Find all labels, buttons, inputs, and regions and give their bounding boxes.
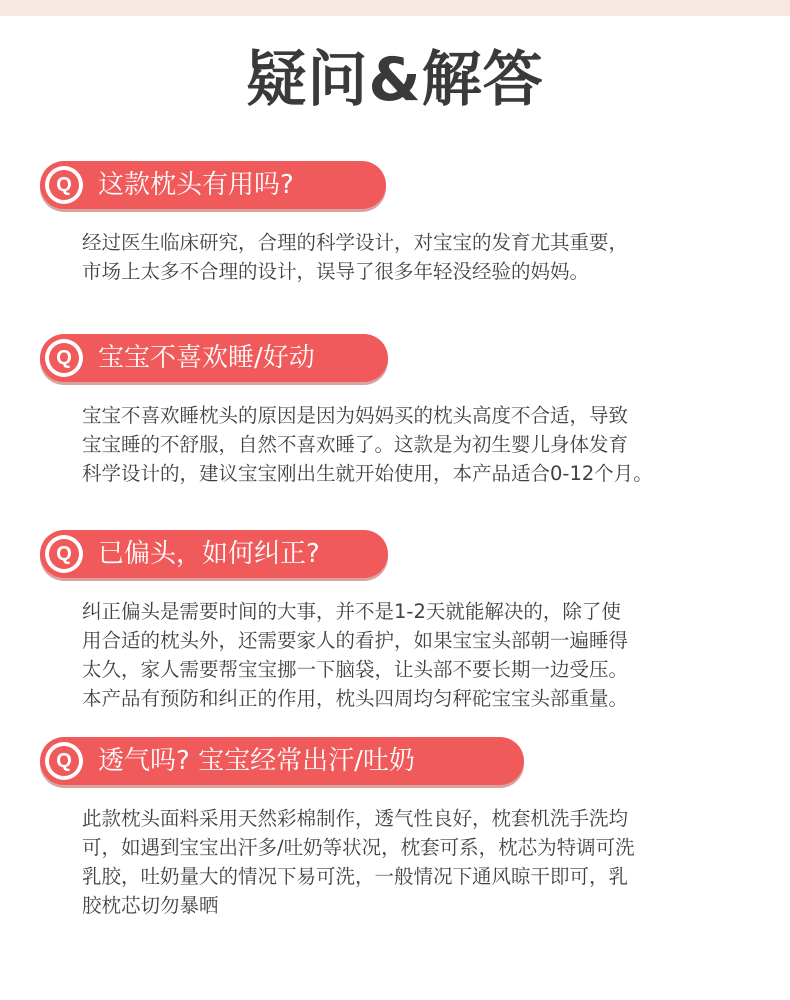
answer-line: 用合适的枕头外，还需要家人的看护，如果宝宝头部朝一遍睡得: [82, 629, 629, 652]
question-text: 宝宝不喜欢睡/好动: [98, 343, 315, 373]
answer-line: 此款枕头面料采用天然彩棉制作，透气性良好，枕套机洗手洗均: [82, 807, 629, 830]
answer-line: 太久，家人需要帮宝宝挪一下脑袋，让头部不要长期一边受压。: [82, 658, 629, 681]
q-badge-letter: Q: [49, 746, 79, 776]
page-title: 疑问&解答: [246, 45, 544, 115]
q-badge-letter: Q: [49, 343, 79, 373]
answer-line: 经过医生临床研究，合理的科学设计，对宝宝的发育尤其重要，: [82, 231, 629, 254]
answer-line: 宝宝不喜欢睡枕头的原因是因为妈妈买的枕头高度不合适，导致: [82, 404, 629, 427]
q-badge-icon: [45, 339, 83, 377]
answer-text: [82, 804, 762, 920]
question-text: 这款枕头有用吗?: [98, 170, 294, 200]
answer-line: 科学设计的，建议宝宝刚出生就开始使用，本产品适合0-12个月。: [82, 462, 653, 485]
top-strip: [0, 0, 790, 16]
answer-text: [82, 597, 762, 713]
question-text: 已偏头，如何纠正?: [98, 539, 320, 569]
answer-line: 纠正偏头是需要时间的大事，并不是1-2天就能解决的，除了使: [82, 600, 621, 623]
answer-line: 本产品有预防和纠正的作用，枕头四周均匀秤砣宝宝头部重量。: [82, 687, 629, 710]
question-pill: [40, 334, 388, 382]
q-badge-icon: [45, 535, 83, 573]
q-badge-letter: Q: [49, 170, 79, 200]
answer-line: 可，如遇到宝宝出汗多/吐奶等状况，枕套可系，枕芯为特调可洗: [82, 836, 635, 859]
answer-text: [82, 401, 762, 488]
q-badge-icon: [45, 166, 83, 204]
question-pill: [40, 530, 388, 578]
q-badge-letter: Q: [49, 539, 79, 569]
q-badge-icon: [45, 742, 83, 780]
answer-line: 乳胶，吐奶量大的情况下易可洗，一般情况下通风晾干即可，乳: [82, 865, 629, 888]
question-pill: [40, 737, 524, 785]
question-pill: [40, 161, 386, 209]
answer-line: 宝宝睡的不舒服，自然不喜欢睡了。这款是为初生婴儿身体发育: [82, 433, 629, 456]
answer-text: [82, 228, 762, 286]
answer-line: 胶枕芯切勿暴晒: [82, 894, 219, 917]
question-text: 透气吗? 宝宝经常出汗/吐奶: [98, 746, 415, 776]
answer-line: 市场上太多不合理的设计，误导了很多年轻没经验的妈妈。: [82, 260, 590, 283]
